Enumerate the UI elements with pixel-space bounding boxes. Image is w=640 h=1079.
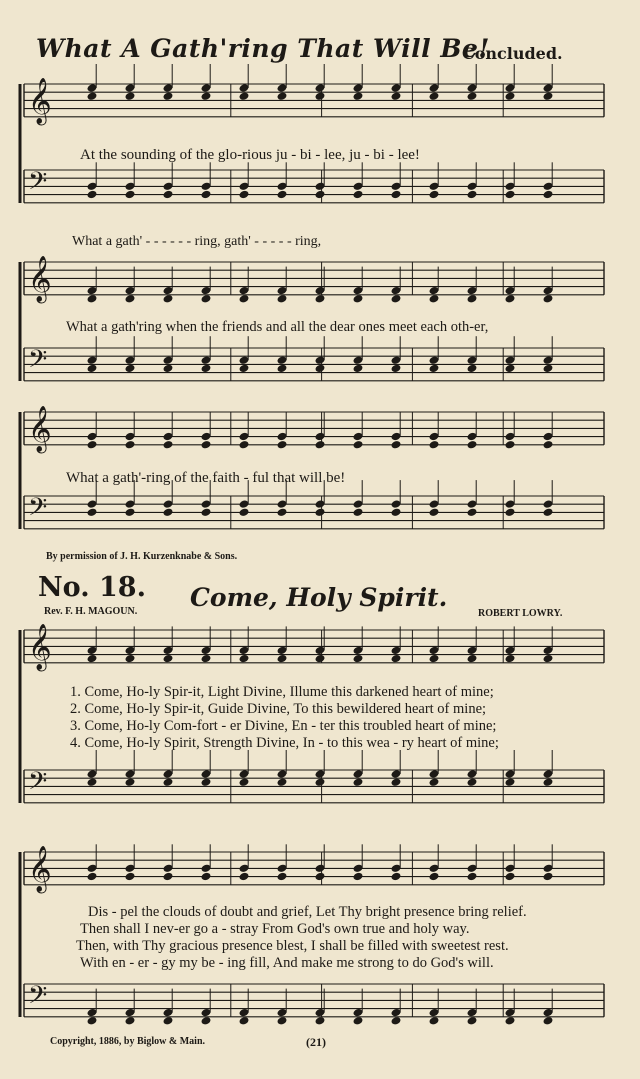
note-head (353, 91, 364, 101)
note-head (277, 91, 288, 101)
note-head (277, 777, 288, 787)
bass-clef: 𝄢 (28, 345, 48, 380)
note-head (429, 294, 440, 304)
note-head (543, 654, 554, 664)
note-head (87, 872, 98, 882)
note-head (125, 508, 136, 518)
note-head (391, 872, 402, 882)
note-head (87, 91, 98, 101)
note-head (391, 1016, 402, 1026)
note-head (277, 190, 288, 200)
note-head (429, 1016, 440, 1026)
treble-clef: 𝄞 (28, 624, 52, 670)
note-head (277, 1016, 288, 1026)
note-head (201, 294, 212, 304)
note-head (125, 91, 136, 101)
note-head (429, 91, 440, 101)
note-head (467, 508, 478, 518)
note-head (125, 872, 136, 882)
note-head (277, 508, 288, 518)
note-head (505, 294, 516, 304)
note-head (353, 190, 364, 200)
note-head (125, 1016, 136, 1026)
note-head (201, 872, 212, 882)
note-head (391, 777, 402, 787)
note-head (239, 508, 250, 518)
note-head (353, 654, 364, 664)
lyric-line: At the sounding of the glo-rious ju - bi - lee, ju - bi - lee! (80, 147, 420, 163)
note-head (201, 440, 212, 450)
note-head (125, 294, 136, 304)
note-head (277, 654, 288, 664)
composer: ROBERT LOWRY. (478, 608, 563, 619)
note-head (315, 364, 326, 374)
verse-line: 4. Come, Ho-ly Spirit, Strength Divine, In - to this wea - ry heart of mine; (70, 735, 499, 751)
bass-clef: 𝄢 (28, 981, 48, 1016)
treble-clef: 𝄞 (28, 846, 52, 892)
note-head (467, 1016, 478, 1026)
note-head (353, 1016, 364, 1026)
note-head (505, 364, 516, 374)
note-head (505, 1016, 516, 1026)
note-head (391, 654, 402, 664)
note-head (467, 777, 478, 787)
note-head (391, 190, 402, 200)
lyric-line: What a gath'ring when the friends and all the dear ones meet each oth-er, (66, 319, 489, 335)
note-head (315, 190, 326, 200)
note-head (239, 1016, 250, 1026)
note-head (543, 190, 554, 200)
note-head (467, 654, 478, 664)
note-head (87, 294, 98, 304)
verse-line: Then shall I nev-er go a - stray From God's own true and holy way. (80, 921, 470, 937)
note-head (467, 872, 478, 882)
bass-clef: 𝄢 (28, 167, 48, 202)
permission-note: By permission of J. H. Kurzenknabe & Sons. (46, 551, 238, 562)
note-head (353, 508, 364, 518)
note-head (429, 654, 440, 664)
note-head (391, 440, 402, 450)
note-head (353, 440, 364, 450)
note-head (239, 364, 250, 374)
note-head (543, 872, 554, 882)
note-head (505, 91, 516, 101)
note-head (87, 654, 98, 664)
note-head (163, 654, 174, 664)
verse-line: 3. Come, Ho-ly Com-fort - er Divine, En - ter this troubled heart of mine; (70, 718, 497, 734)
note-head (429, 508, 440, 518)
verse-line: 1. Come, Ho-ly Spir-it, Light Divine, Illume this darkened heart of mine; (70, 684, 494, 700)
hymn-status: Concluded. (462, 44, 563, 63)
hymn-title: What A Gath'ring That Will Be! (36, 34, 490, 63)
note-head (467, 294, 478, 304)
note-head (315, 91, 326, 101)
note-head (429, 872, 440, 882)
note-head (505, 190, 516, 200)
hymn-number: No. 18. (38, 572, 146, 603)
note-head (163, 190, 174, 200)
note-head (543, 440, 554, 450)
note-head (201, 654, 212, 664)
note-head (505, 654, 516, 664)
note-head (201, 364, 212, 374)
note-head (239, 190, 250, 200)
treble-clef: 𝄞 (28, 406, 52, 452)
note-head (543, 508, 554, 518)
verse-line: 2. Come, Ho-ly Spir-it, Guide Divine, To this bewildered heart of mine; (70, 701, 487, 717)
hymn-title: Come, Holy Spirit. (190, 583, 448, 612)
note-head (391, 91, 402, 101)
note-head (87, 440, 98, 450)
note-head (277, 872, 288, 882)
note-head (163, 364, 174, 374)
note-head (125, 777, 136, 787)
note-head (163, 91, 174, 101)
note-head (163, 508, 174, 518)
bass-clef: 𝄢 (28, 767, 48, 802)
note-head (505, 872, 516, 882)
note-head (239, 872, 250, 882)
note-head (239, 440, 250, 450)
note-head (391, 294, 402, 304)
lyric-line: What a gath'-ring of the faith - ful that will be! (66, 470, 346, 486)
note-head (201, 190, 212, 200)
note-head (505, 440, 516, 450)
treble-clef: 𝄞 (28, 78, 52, 124)
lyric-echo: What a gath' - - - - - - ring, gath' - - - - - ring, (72, 234, 322, 249)
verse-line: Dis - pel the clouds of doubt and grief, Let Thy bright presence bring relief. (88, 904, 527, 920)
note-head (505, 777, 516, 787)
note-head (125, 190, 136, 200)
note-head (163, 777, 174, 787)
page-number: (21) (306, 1035, 326, 1049)
treble-clef: 𝄞 (28, 256, 52, 302)
note-head (353, 777, 364, 787)
note-head (543, 294, 554, 304)
note-head (429, 364, 440, 374)
note-head (125, 440, 136, 450)
note-head (239, 654, 250, 664)
note-head (353, 872, 364, 882)
note-head (467, 440, 478, 450)
note-head (87, 508, 98, 518)
note-head (543, 364, 554, 374)
note-head (277, 294, 288, 304)
note-head (201, 91, 212, 101)
note-head (201, 1016, 212, 1026)
note-head (277, 440, 288, 450)
note-head (87, 1016, 98, 1026)
note-head (467, 364, 478, 374)
note-head (125, 364, 136, 374)
note-head (87, 190, 98, 200)
verse-line: With en - er - gy my be - ing fill, And make me strong to do God's will. (80, 955, 494, 971)
note-head (315, 654, 326, 664)
note-head (505, 508, 516, 518)
note-head (353, 294, 364, 304)
note-head (467, 91, 478, 101)
note-head (315, 440, 326, 450)
note-head (429, 190, 440, 200)
note-head (315, 1016, 326, 1026)
note-head (543, 1016, 554, 1026)
note-head (201, 777, 212, 787)
note-head (543, 777, 554, 787)
note-head (467, 190, 478, 200)
note-head (87, 364, 98, 374)
note-head (239, 777, 250, 787)
note-head (163, 1016, 174, 1026)
note-head (391, 364, 402, 374)
note-head (163, 440, 174, 450)
note-head (391, 508, 402, 518)
note-head (125, 654, 136, 664)
note-head (239, 294, 250, 304)
note-head (201, 508, 212, 518)
note-head (315, 294, 326, 304)
note-head (277, 364, 288, 374)
note-head (163, 294, 174, 304)
note-head (429, 440, 440, 450)
note-head (87, 777, 98, 787)
bass-clef: 𝄢 (28, 493, 48, 528)
verse-line: Then, with Thy gracious presence blest, I shall be filled with sweetest rest. (76, 938, 509, 954)
copyright: Copyright, 1886, by Biglow & Main. (50, 1036, 206, 1047)
author: Rev. F. H. MAGOUN. (44, 606, 138, 617)
note-head (315, 872, 326, 882)
note-head (429, 777, 440, 787)
note-head (543, 91, 554, 101)
note-head (163, 872, 174, 882)
note-head (353, 364, 364, 374)
note-head (315, 508, 326, 518)
note-head (239, 91, 250, 101)
note-head (315, 777, 326, 787)
